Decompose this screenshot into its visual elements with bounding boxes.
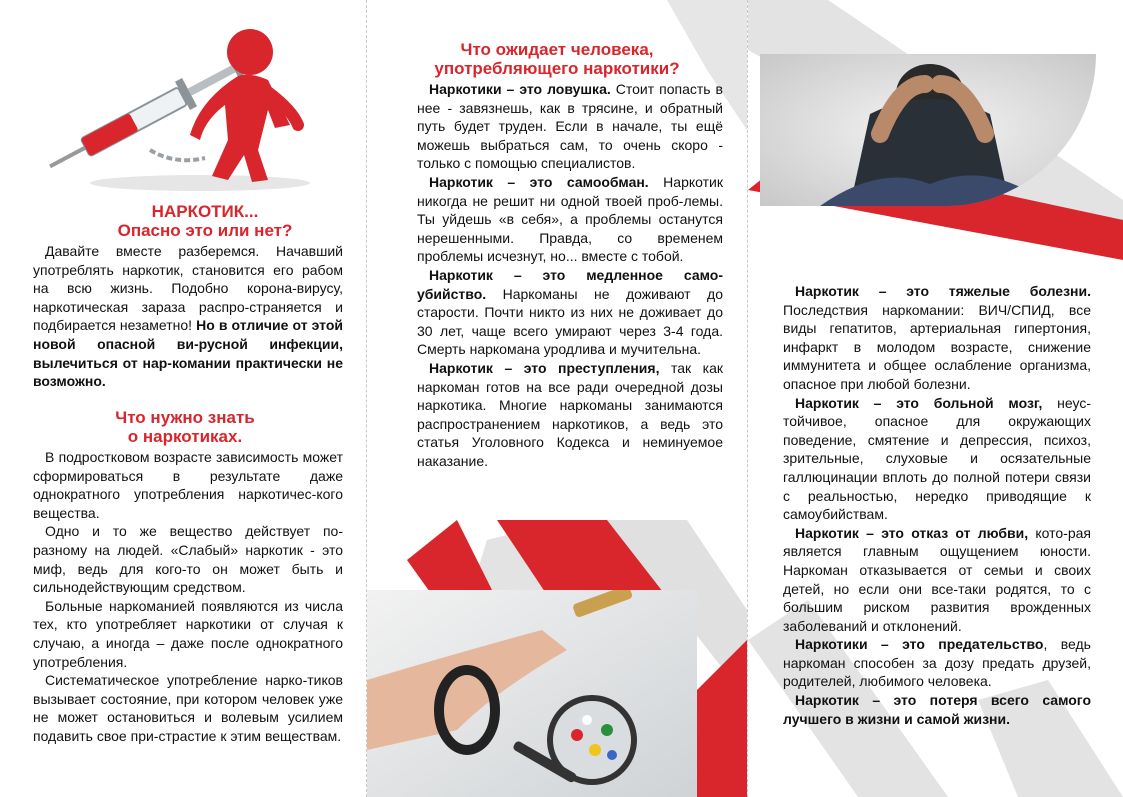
panel2-item-3 bbox=[417, 266, 723, 359]
panel3-item-3 bbox=[783, 524, 1091, 636]
panel-middle bbox=[367, 0, 747, 797]
panel3-item-4-text: , ведь наркоман способен за дозу предать друзей, родителей, любимого человека. bbox=[783, 636, 1091, 690]
panel3-item-4-bold: Наркотики – это предательство bbox=[795, 636, 1044, 653]
panel1-paragraph-2: Одно и то же вещество действует по-разному на людей. «Слабый» наркотик - это миф, ведь для кого-то он может быть и сильнодействующим средством. bbox=[33, 523, 343, 596]
panel1-subtitle-line1: Что нужно знать bbox=[115, 408, 255, 427]
panel2-item-4 bbox=[417, 359, 723, 471]
panel1-body bbox=[33, 448, 343, 746]
panel-right bbox=[748, 0, 1123, 797]
panel3-item-1-text: Последствия наркомании: ВИЧ/СПИД, все виды гепатитов, артериальная гипертония, инфаркт в молодом возрасте, снижение иммунитета и общее ослабление организма, опасное при любой болезни. bbox=[783, 301, 1091, 392]
handcuffs-photo bbox=[367, 590, 697, 797]
syringe-figure-illustration bbox=[0, 0, 366, 200]
panel2-item-1-bold: Наркотики – это ловушка. bbox=[429, 81, 611, 97]
panel2-heading bbox=[397, 40, 717, 78]
panel2-item-2 bbox=[417, 173, 723, 266]
panel3-final bbox=[783, 691, 1091, 728]
panel3-item-4 bbox=[783, 635, 1091, 691]
panel3-item-2-text: неус-тойчивое, опасное для окружающих поведение, смятение и депрессия, психоз, зрительные, слуховые и осязательные галлюцинации вплоть до полной потери связи с реальностью, нередко приводящие к самоубийствам. bbox=[783, 394, 1091, 523]
panel2-item-2-text: Наркотик никогда не решит ни одной твоей проб-лемы. Ты уйдешь «в себя», а проблемы останутся нерешенными. Правда, со временем проблемы исчезнут, но... вместе с тобой. bbox=[417, 173, 723, 265]
panel2-item-1 bbox=[417, 80, 723, 173]
panel1-intro-bold: Но в отличие от этой новой опасной ви-русной инфекции, вылечиться от нар-комании практически не возможно. bbox=[33, 317, 343, 390]
panel1-title-line2: Опасно это или нет? bbox=[117, 221, 293, 240]
panel2-item-4-bold: Наркотик – это преступления, bbox=[429, 359, 660, 376]
panel1-intro-text: Давайте вместе разберемся. Начавший употреблять наркотик, становится его рабом на всю жизнь. Подобно корона-вирусу, наркотическая зараза распро-страняется и подбирается незаметно! bbox=[33, 243, 343, 334]
panel2-title-line1: Что ожидает человека, bbox=[460, 40, 654, 59]
panel1-subtitle-line2: о наркотиках. bbox=[127, 427, 243, 446]
panel2-item-3-text: Наркоманы не доживают до старости. Почти никто из них не доживает до 30 лет, чаще всего умирают через 3-4 года. Смерть наркомана уродлива и мучительна. bbox=[417, 285, 723, 358]
panel1-intro-block bbox=[33, 242, 343, 391]
panel3-final-bold: Наркотик – это потеря всего самого лучшего в жизни и самой жизни. bbox=[783, 692, 1091, 727]
panel2-item-1-text: Стоит попасть в нее - завязнешь, как в трясине, и обратный путь будет труден. Если в начале, ты ещё можешь выбраться сам, то очень скоро - только с помощью специалистов. bbox=[417, 81, 723, 172]
panel1-heading bbox=[90, 202, 320, 240]
panel2-item-3-bold: Наркотик – это медленное само-убийство. bbox=[417, 266, 723, 302]
panel1-paragraph-1: В подростковом возрасте зависимость может сформироваться в результате даже однократного употребления наркотичес-кого вещества. bbox=[33, 449, 343, 521]
panel1-paragraph-3: Больные наркоманией появляются из числа тех, кто употребляет наркотики от случая к случаю, а иногда – даже после однократного употребления. bbox=[33, 597, 343, 670]
panel1-intro bbox=[33, 242, 343, 391]
panel3-body bbox=[783, 282, 1091, 728]
panel1-title-line1: НАРКОТИК... bbox=[151, 202, 259, 221]
panel3-item-2 bbox=[783, 394, 1091, 524]
panel3-item-2-bold: Наркотик – это больной мозг, bbox=[795, 394, 1043, 411]
panel2-title-line2: употребляющего наркотики? bbox=[434, 59, 680, 78]
panel3-item-3-bold: Наркотик – это отказ от любви, bbox=[795, 524, 1029, 541]
panel2-body bbox=[417, 80, 723, 470]
panel2-item-4-text: так как наркоман готов на все ради очередной дозы наркотика. Многие наркоманы занимаются распространением наркотиков, а ведь это статья Уголовного Кодекса и неминуемое наказание. bbox=[417, 359, 723, 469]
panel3-item-1-bold: Наркотик – это тяжелые болезни. bbox=[795, 283, 1091, 299]
panel1-paragraph-4: Систематическое употребление нарко-тиков вызывает состояние, при котором человек уже не может остановиться и волевым усилием подавить свое при-страстие к этим веществам. bbox=[33, 672, 343, 744]
panel3-item-3-text: кото-рая является главным ощущением юности. Наркоман отказывается от семьи и своих детей, но если они все-таки родятся, то с большим риском развития врожденных заболеваний и отклонений. bbox=[783, 524, 1091, 634]
panel2-item-2-bold: Наркотик – это самообман. bbox=[429, 173, 649, 190]
panel1-subheading bbox=[70, 408, 300, 446]
panel3-item-1 bbox=[783, 282, 1091, 394]
panel-left bbox=[0, 0, 366, 797]
